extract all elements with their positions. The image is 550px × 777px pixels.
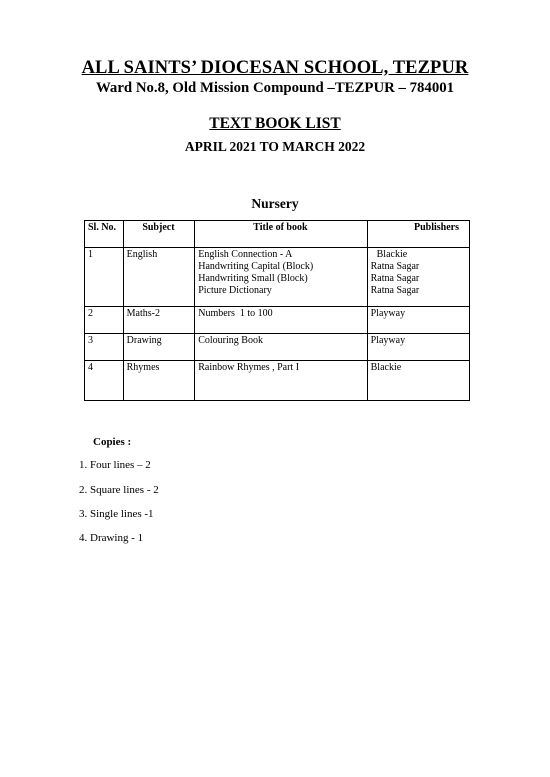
column-header-publishers: Publishers [367, 221, 469, 248]
book-list-table [84, 220, 470, 401]
copies-item: 3. Single lines -1 [79, 508, 154, 520]
copies-heading: Copies : [93, 436, 132, 448]
cell-subject: Drawing [123, 334, 195, 361]
copies-item: 2. Square lines - 2 [79, 484, 159, 496]
table-header-row [85, 221, 470, 248]
cell-subject: Rhymes [123, 361, 195, 401]
publisher-name: Ratna Sagar [370, 273, 420, 284]
publisher-name: Blackie [376, 249, 408, 260]
table-row [85, 334, 470, 361]
book-title: Handwriting Small (Block) [198, 273, 308, 284]
column-header-subject: Subject [123, 221, 195, 248]
cell-sl-no: 4 [85, 361, 124, 401]
column-header-sl-no: Sl. No. [85, 221, 124, 248]
column-header-title: Title of book [195, 221, 367, 248]
cell-publisher [367, 248, 469, 307]
copies-item: 4. Drawing - 1 [79, 532, 144, 544]
cell-subject: English [123, 248, 195, 307]
cell-publisher: Playway [367, 307, 469, 334]
cell-sl-no: 3 [85, 334, 124, 361]
table-row [85, 307, 470, 334]
cell-title: Rainbow Rhymes , Part I [195, 361, 367, 401]
copies-item: 1. Four lines – 2 [79, 459, 151, 471]
cell-publisher: Blackie [367, 361, 469, 401]
cell-sl-no: 1 [85, 248, 124, 307]
cell-title: Colouring Book [195, 334, 367, 361]
list-title: TEXT BOOK LIST [209, 115, 341, 132]
class-heading: Nursery [251, 196, 299, 211]
book-title: English Connection - A [198, 249, 293, 260]
book-title: Handwriting Capital (Block) [198, 261, 314, 272]
book-title: Picture Dictionary [198, 285, 272, 296]
school-address: Ward No.8, Old Mission Compound –TEZPUR – 784001 [95, 80, 455, 96]
cell-title: Numbers 1 to 100 [195, 307, 367, 334]
school-name: ALL SAINTS’ DIOCESAN SCHOOL, TEZPUR [81, 58, 469, 78]
cell-subject: Maths-2 [123, 307, 195, 334]
publisher-name: Ratna Sagar [370, 285, 420, 296]
cell-publisher: Playway [367, 334, 469, 361]
session-period: APRIL 2021 TO MARCH 2022 [184, 139, 366, 154]
table-row [85, 361, 470, 401]
table-row [85, 248, 470, 307]
publisher-name: Ratna Sagar [370, 261, 420, 272]
cell-title [195, 248, 367, 307]
cell-sl-no: 2 [85, 307, 124, 334]
